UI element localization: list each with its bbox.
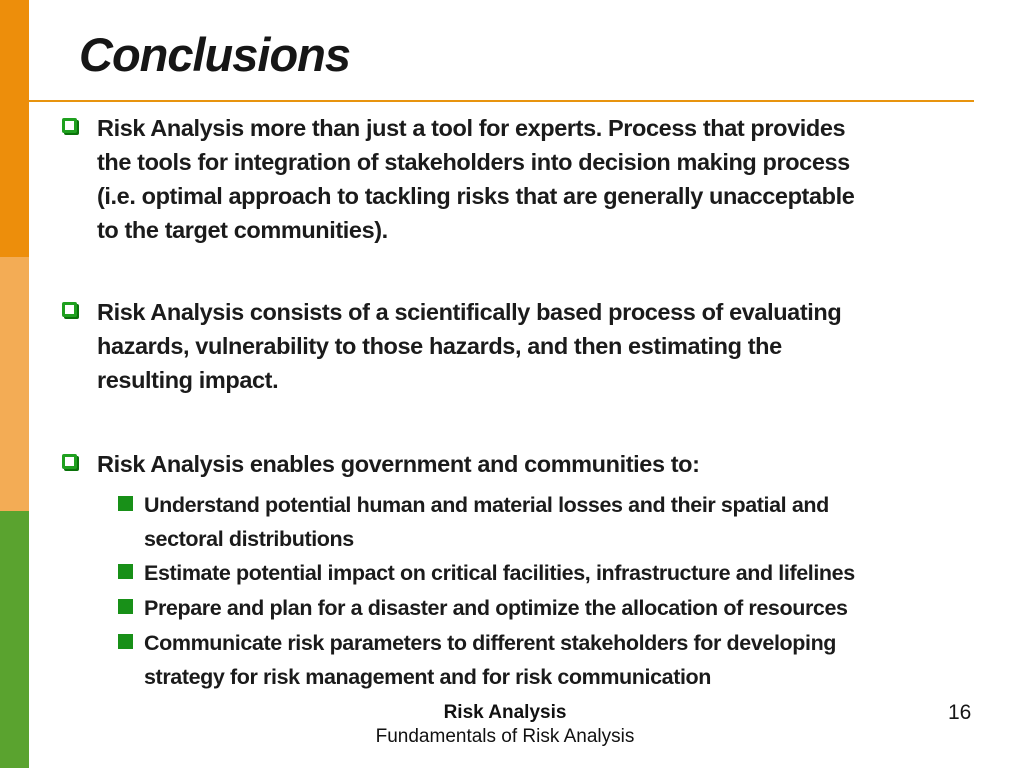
square-bullet-icon xyxy=(118,564,133,579)
square-bullet-icon xyxy=(118,496,133,511)
text-line: Prepare and plan for a disaster and optimize the allocation of resources xyxy=(144,596,848,620)
square-bullet-icon xyxy=(118,634,133,649)
bullet-text xyxy=(97,295,841,397)
bullet-item xyxy=(62,447,700,481)
checkbox-bullet-icon xyxy=(62,454,77,469)
slide-footer xyxy=(0,701,1010,749)
sub-bullet-text xyxy=(144,626,836,694)
footer-title: Risk Analysis xyxy=(443,702,567,723)
text-line: strategy for risk management and for risk communication xyxy=(144,665,712,689)
bullet-text xyxy=(97,447,700,481)
text-line: to the target communities). xyxy=(97,217,388,243)
text-line: resulting impact. xyxy=(97,367,279,393)
text-line: the tools for integration of stakeholders into decision making process xyxy=(97,149,850,175)
sidebar-accent-light-orange xyxy=(0,257,29,511)
bullet-item xyxy=(62,111,854,247)
text-line: Understand potential human and material losses and their spatial and xyxy=(144,493,829,517)
bullet-text xyxy=(97,111,854,247)
text-line: Estimate potential impact on critical facilities, infrastructure and lifelines xyxy=(144,561,855,585)
sidebar-accent-orange xyxy=(0,0,29,257)
footer-subtitle: Fundamentals of Risk Analysis xyxy=(375,726,635,747)
text-line: Risk Analysis more than just a tool for experts. Process that provides xyxy=(97,115,846,141)
sub-bullet-item xyxy=(118,626,836,694)
title-divider xyxy=(29,100,974,102)
text-line: hazards, vulnerability to those hazards, and then estimating the xyxy=(97,333,782,359)
text-line: Risk Analysis consists of a scientifically based process of evaluating xyxy=(97,299,842,325)
bullet-item xyxy=(62,295,841,397)
text-line: Communicate risk parameters to different stakeholders for developing xyxy=(144,631,837,655)
checkbox-bullet-icon xyxy=(62,118,77,133)
sub-bullet-item xyxy=(118,488,829,556)
sub-bullet-item xyxy=(118,591,848,625)
sub-bullet-text xyxy=(144,488,829,556)
sub-bullet-item xyxy=(118,556,855,590)
text-line: sectoral distributions xyxy=(144,527,354,551)
square-bullet-icon xyxy=(118,599,133,614)
text-line: (i.e. optimal approach to tackling risks that are generally unacceptable xyxy=(97,183,855,209)
page-number: 16 xyxy=(948,701,972,724)
slide-title: Conclusions xyxy=(79,28,351,81)
checkbox-bullet-icon xyxy=(62,302,77,317)
sub-bullet-text xyxy=(144,556,855,590)
text-line: Risk Analysis enables government and communities to: xyxy=(97,451,700,477)
sub-bullet-text xyxy=(144,591,848,625)
